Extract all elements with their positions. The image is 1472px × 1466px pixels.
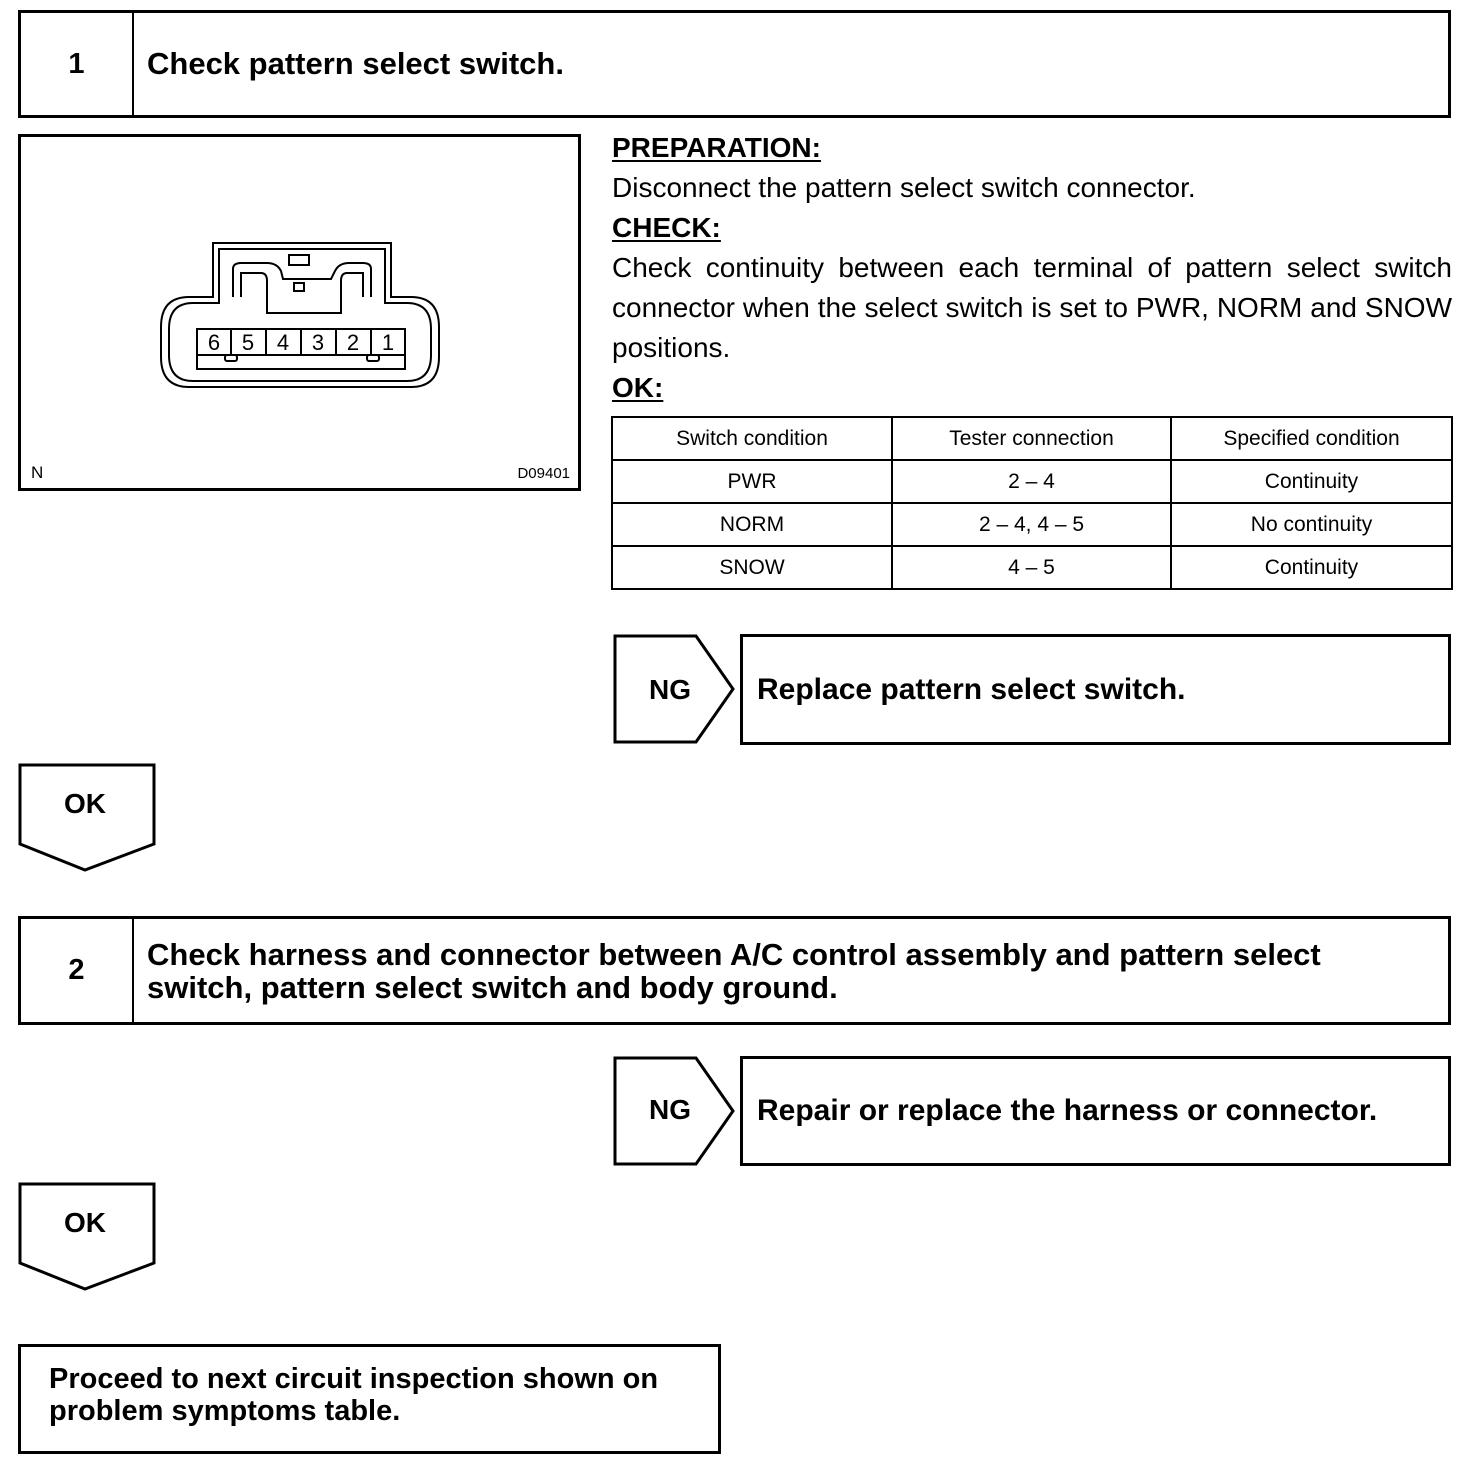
check-heading: CHECK:: [612, 212, 721, 243]
step-1-header: [18, 10, 1451, 118]
pin-label-5: 5: [241, 330, 255, 355]
table-header: Specified condition: [1171, 417, 1452, 460]
table-cell: Continuity: [1171, 546, 1452, 589]
final-line-2: problem symptoms table.: [49, 1395, 401, 1427]
table-header: Switch condition: [612, 417, 892, 460]
final-line-1: Proceed to next circuit inspection shown on: [49, 1363, 659, 1395]
table-cell: Continuity: [1171, 460, 1452, 503]
table-cell: NORM: [612, 503, 892, 546]
step-1-title: Check pattern select switch.: [147, 46, 564, 81]
pin-label-2: 2: [346, 330, 360, 355]
ng-1-action: Replace pattern select switch.: [757, 672, 1186, 706]
connector-diagram: [21, 137, 578, 488]
ng-2-label: NG: [649, 1094, 691, 1125]
instructions: [612, 128, 1452, 408]
step-2-title-line-2: switch, pattern select switch and body ground.: [147, 970, 838, 1005]
ng-2-action: Repair or replace the harness or connector.: [757, 1094, 1378, 1127]
ng-1-label: NG: [649, 674, 691, 705]
table-row: [612, 503, 1452, 546]
table-cell: 4 – 5: [892, 546, 1171, 589]
preparation-text: Disconnect the pattern select switch connector.: [612, 172, 1196, 203]
pin-label-4: 4: [276, 330, 290, 355]
step-2-title: [147, 938, 1428, 1004]
table-cell: 2 – 4: [892, 460, 1171, 503]
figure-corner-label: N: [31, 463, 44, 482]
table-cell: 2 – 4, 4 – 5: [892, 503, 1171, 546]
step-2-number: 2: [21, 919, 134, 1022]
pin-label-1: 1: [381, 330, 395, 355]
figure-code: D09401: [517, 465, 570, 482]
ok-2-label: OK: [64, 1207, 106, 1238]
table-row: [612, 546, 1452, 589]
ok-heading: OK:: [612, 372, 664, 403]
ng-1-action-box: [740, 634, 1451, 745]
pin-label-3: 3: [311, 330, 325, 355]
connector-figure: [18, 134, 581, 491]
step-2-title-line-1: Check harness and connector between A/C control assembly and pattern select: [147, 937, 1321, 972]
ok-1-label: OK: [64, 788, 106, 819]
spec-table: [611, 416, 1453, 590]
table-header: Tester connection: [892, 417, 1171, 460]
table-cell: PWR: [612, 460, 892, 503]
table-header-row: [612, 417, 1452, 460]
table-cell: SNOW: [612, 546, 892, 589]
final-step-box: [18, 1344, 721, 1454]
pin-label-6: 6: [207, 330, 221, 355]
ng-2-action-box: [740, 1056, 1451, 1166]
table-row: [612, 460, 1452, 503]
check-text: Check continuity between each terminal of pattern select switch connector when the select switch is set to PWR, NORM and SNOW positions.: [612, 252, 1452, 363]
preparation-heading: PREPARATION:: [612, 132, 821, 163]
table-cell: No continuity: [1171, 503, 1452, 546]
step-2-header: [18, 916, 1451, 1025]
step-1-number: 1: [21, 13, 134, 115]
